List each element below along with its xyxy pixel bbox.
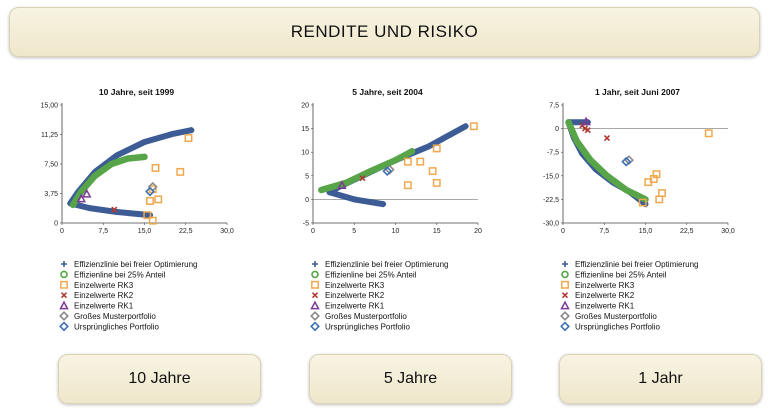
y-tick-label: 10 — [301, 149, 309, 157]
x-tick-label: 10 — [391, 228, 400, 235]
legend-label: Effizienzlinie bei freier Optimierung — [74, 260, 198, 269]
y-tick-label: 3,75 — [44, 191, 58, 198]
legend-item-rk3 — [312, 281, 385, 290]
legend-symbol-orig — [311, 323, 319, 331]
y-tick-label: 5 — [305, 173, 309, 181]
legend-label: Einzelwerte RK3 — [325, 280, 385, 290]
legend-symbol-gross — [561, 312, 569, 320]
legend-label: Ursprüngliches Portfolio — [575, 322, 660, 332]
series-rk3 — [640, 130, 712, 206]
header-title-button[interactable]: RENDITE UND RISIKO — [9, 7, 760, 57]
x-tick-label: 7,5 — [599, 228, 610, 235]
legend-item-free-line — [312, 260, 448, 269]
y-tick-label: -22,5 — [543, 196, 559, 204]
y-tick-label: -15,0 — [543, 173, 559, 181]
series-line-line-25 — [321, 151, 412, 190]
legend-label: Großes Musterportfolio — [575, 312, 657, 321]
data-point-rk3 — [152, 165, 158, 171]
data-point-rk3 — [185, 135, 191, 141]
legend-label: Einzelwerte RK2 — [74, 291, 134, 301]
legend-item-rk2 — [563, 291, 635, 300]
legend-symbol-line-25 — [562, 271, 568, 277]
series-line-25 — [321, 151, 412, 190]
y-tick-label: 0 — [54, 220, 58, 228]
x-tick-label: 20 — [474, 228, 482, 235]
x-tick-label: 15,0 — [638, 228, 653, 235]
data-point-rk3 — [417, 158, 423, 164]
legend-label: Einzelwerte RK1 — [325, 301, 385, 311]
y-tick-label: -30,0 — [543, 220, 559, 228]
legend-symbol-rk1 — [562, 302, 569, 309]
legend-item-rk3 — [61, 281, 134, 290]
legend-item-line-25 — [312, 270, 417, 279]
data-point-rk3 — [434, 180, 440, 186]
y-tick-label: -7,5 — [546, 149, 559, 157]
x-tick-label: 5 — [352, 228, 357, 235]
data-point-rk3 — [405, 158, 411, 164]
x-tick-label: 0 — [311, 228, 315, 235]
legend-item-line-25 — [61, 270, 166, 279]
chart-title: 5 Jahre, seit 2004 — [352, 87, 423, 97]
chart-1-jahr — [533, 84, 733, 344]
legend-symbol-rk3 — [61, 282, 67, 288]
y-tick-label: 20 — [301, 102, 309, 110]
legend-item-line-25 — [562, 270, 667, 279]
legend-item-orig — [311, 322, 410, 331]
x-tick-label: 30,0 — [721, 228, 735, 235]
chart-title: 1 Jahr, seit Juni 2007 — [594, 87, 681, 97]
legend-label: Effizienline bei 25% Anteil — [575, 270, 667, 280]
legend-item-rk2 — [62, 291, 134, 300]
series-free-line — [67, 127, 194, 218]
legend-item-rk1 — [312, 302, 385, 311]
legend-symbol-rk3 — [562, 282, 568, 288]
legend-symbol-rk2 — [62, 293, 67, 298]
legend-symbol-rk2 — [313, 293, 318, 298]
chart-panel-10-jahre — [32, 84, 232, 344]
legend-symbol-rk3 — [312, 282, 318, 288]
data-point-rk3 — [659, 190, 665, 196]
legend-item-free-line — [562, 260, 698, 269]
legend-item-free-line — [61, 260, 197, 269]
y-tick-label: 7,50 — [44, 161, 58, 169]
legend-item-gross — [311, 312, 407, 321]
legend-symbol-line-25 — [61, 271, 67, 277]
tab-1-jahr-button[interactable]: 1 Jahr — [559, 354, 762, 404]
legend-label: Ursprüngliches Portfolio — [74, 322, 159, 332]
y-tick-label: -5 — [302, 220, 309, 228]
chart-10-jahre — [32, 84, 232, 344]
data-point-rk3 — [405, 182, 411, 188]
legend-symbol-rk1 — [61, 302, 68, 309]
legend-item-rk2 — [313, 291, 385, 300]
legend-label: Effizienline bei 25% Anteil — [325, 270, 417, 280]
legend-label: Effizienline bei 25% Anteil — [74, 270, 166, 280]
legend-item-orig — [60, 322, 159, 331]
chart-title: 10 Jahre, seit 1999 — [98, 87, 175, 97]
series-rk3 — [144, 135, 192, 224]
x-tick-label: 7,5 — [98, 228, 109, 235]
legend-label: Effizienzlinie bei freier Optimierung — [325, 260, 449, 269]
legend-symbol-orig — [561, 323, 569, 331]
legend-label: Großes Musterportfolio — [325, 312, 407, 321]
legend-label: Einzelwerte RK1 — [575, 301, 635, 311]
data-point-rk3 — [706, 130, 712, 136]
series-line-25 — [569, 122, 646, 199]
legend-item-orig — [561, 322, 660, 331]
data-point-rk3 — [147, 198, 153, 204]
series-line-free-line — [330, 126, 466, 204]
x-tick-label: 0 — [60, 228, 64, 235]
legend-label: Großes Musterportfolio — [74, 312, 156, 321]
x-tick-label: 30,0 — [220, 228, 234, 235]
legend-item-rk1 — [562, 302, 635, 311]
y-tick-label: 0 — [305, 196, 309, 204]
x-tick-label: 22,5 — [679, 228, 694, 235]
legend-symbol-gross — [60, 312, 68, 320]
legend-symbol-line-25 — [312, 271, 318, 277]
legend-symbol-rk1 — [312, 302, 319, 309]
legend-label: Einzelwerte RK2 — [575, 291, 635, 301]
series-free-line — [327, 123, 469, 207]
legend-label: Einzelwerte RK3 — [74, 280, 134, 290]
chart-panel-1-jahr — [533, 84, 733, 344]
legend-symbol-gross — [311, 312, 319, 320]
x-tick-label: 0 — [561, 228, 565, 235]
legend-symbol-free-line — [312, 261, 318, 267]
data-point-rk3 — [471, 123, 477, 129]
legend-symbol-free-line — [562, 261, 568, 267]
legend-label: Effizienzlinie bei freier Optimierung — [575, 260, 699, 269]
y-tick-label: 7,5 — [549, 102, 559, 110]
series-line-line-25 — [569, 122, 646, 199]
legend-symbol-free-line — [61, 261, 67, 267]
legend-label: Ursprüngliches Portfolio — [325, 322, 410, 332]
legend-label: Einzelwerte RK2 — [325, 291, 385, 301]
data-point-rk3 — [155, 196, 161, 202]
x-tick-label: 15 — [432, 228, 441, 235]
data-point-rk3 — [429, 168, 435, 174]
legend-label: Einzelwerte RK3 — [575, 280, 635, 290]
x-tick-label: 22,5 — [178, 228, 193, 235]
chart-5-jahre — [283, 84, 483, 344]
data-point-rk3 — [656, 196, 662, 202]
series-line-free-line — [70, 130, 191, 215]
series-rk3 — [405, 123, 477, 188]
legend-item-rk3 — [562, 281, 635, 290]
y-tick-label: 15 — [301, 126, 309, 134]
x-tick-label: 15,0 — [137, 228, 152, 235]
y-tick-label: 0 — [555, 126, 559, 134]
legend-item-rk1 — [61, 302, 134, 311]
series-rk2 — [580, 123, 610, 141]
chart-panel-5-jahre — [283, 84, 483, 344]
legend-symbol-orig — [60, 323, 68, 331]
y-tick-label: 15,00 — [40, 102, 58, 110]
tab-10-jahre-button[interactable]: 10 Jahre — [58, 354, 261, 404]
y-tick-label: 11,25 — [41, 132, 58, 139]
tab-5-jahre-button[interactable]: 5 Jahre — [309, 354, 512, 404]
data-point-rk3 — [177, 169, 183, 175]
legend-item-gross — [561, 312, 657, 321]
data-point-rk2 — [605, 136, 610, 141]
legend-label: Einzelwerte RK1 — [74, 301, 134, 311]
legend-symbol-rk2 — [563, 293, 568, 298]
legend-item-gross — [60, 312, 156, 321]
